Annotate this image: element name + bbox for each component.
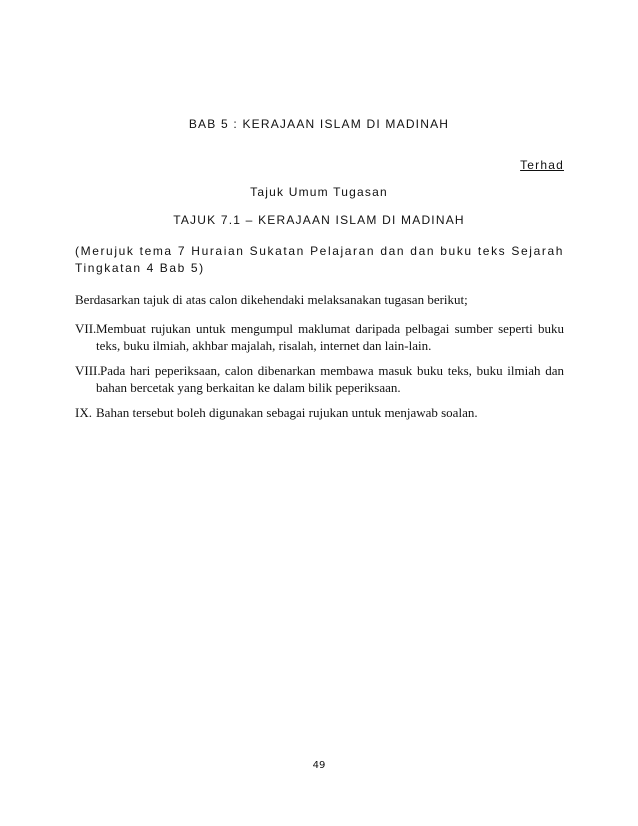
list-item-paragraph-ix xyxy=(75,404,564,421)
page-number: 49 xyxy=(312,760,326,771)
chapter-title-text: BAB 5 : KERAJAAN ISLAM DI MADINAH xyxy=(188,117,450,131)
list-item-paragraph-vii xyxy=(75,320,564,354)
classification-label: Terhad xyxy=(520,158,564,172)
list-item-text-vii: Membuat rujukan untuk mengumpul maklumat daripada pelbagai sumber seperti buku teks, buku ilmiah, akhbar majalah, risalah, internet dan lain-lain. xyxy=(96,321,564,353)
topic-heading: TAJUK 7.1 – KERAJAAN ISLAM DI MADINAH xyxy=(173,213,465,227)
subtitle: Tajuk Umum Tugasan xyxy=(250,185,388,199)
chapter-title xyxy=(0,117,638,131)
reference-note: (Merujuk tema 7 Huraian Sukatan Pelajaran dan dan buku teks Sejarah Tingkatan 4 Bab 5) xyxy=(75,244,564,275)
list-item-body xyxy=(75,320,564,354)
list-item-number: VIII. xyxy=(75,363,101,378)
list-item xyxy=(75,404,564,421)
list-item-text-ix: Bahan tersebut boleh digunakan sebagai rujukan untuk menjawab soalan. xyxy=(96,405,478,420)
list-item-number: VII. xyxy=(75,321,97,336)
intro-paragraph: Berdasarkan tajuk di atas calon dikehendaki melaksanakan tugasan berikut; xyxy=(75,292,468,307)
list-item-text-viii: Pada hari peperiksaan, calon dibenarkan membawa masuk buku teks, buku ilmiah dan bahan bercetak yang berkaitan ke dalam bilik peperiksaan. xyxy=(96,363,564,395)
list-item-paragraph-viii xyxy=(75,362,564,396)
list-item xyxy=(75,362,564,396)
list-item-number: IX. xyxy=(75,405,92,420)
